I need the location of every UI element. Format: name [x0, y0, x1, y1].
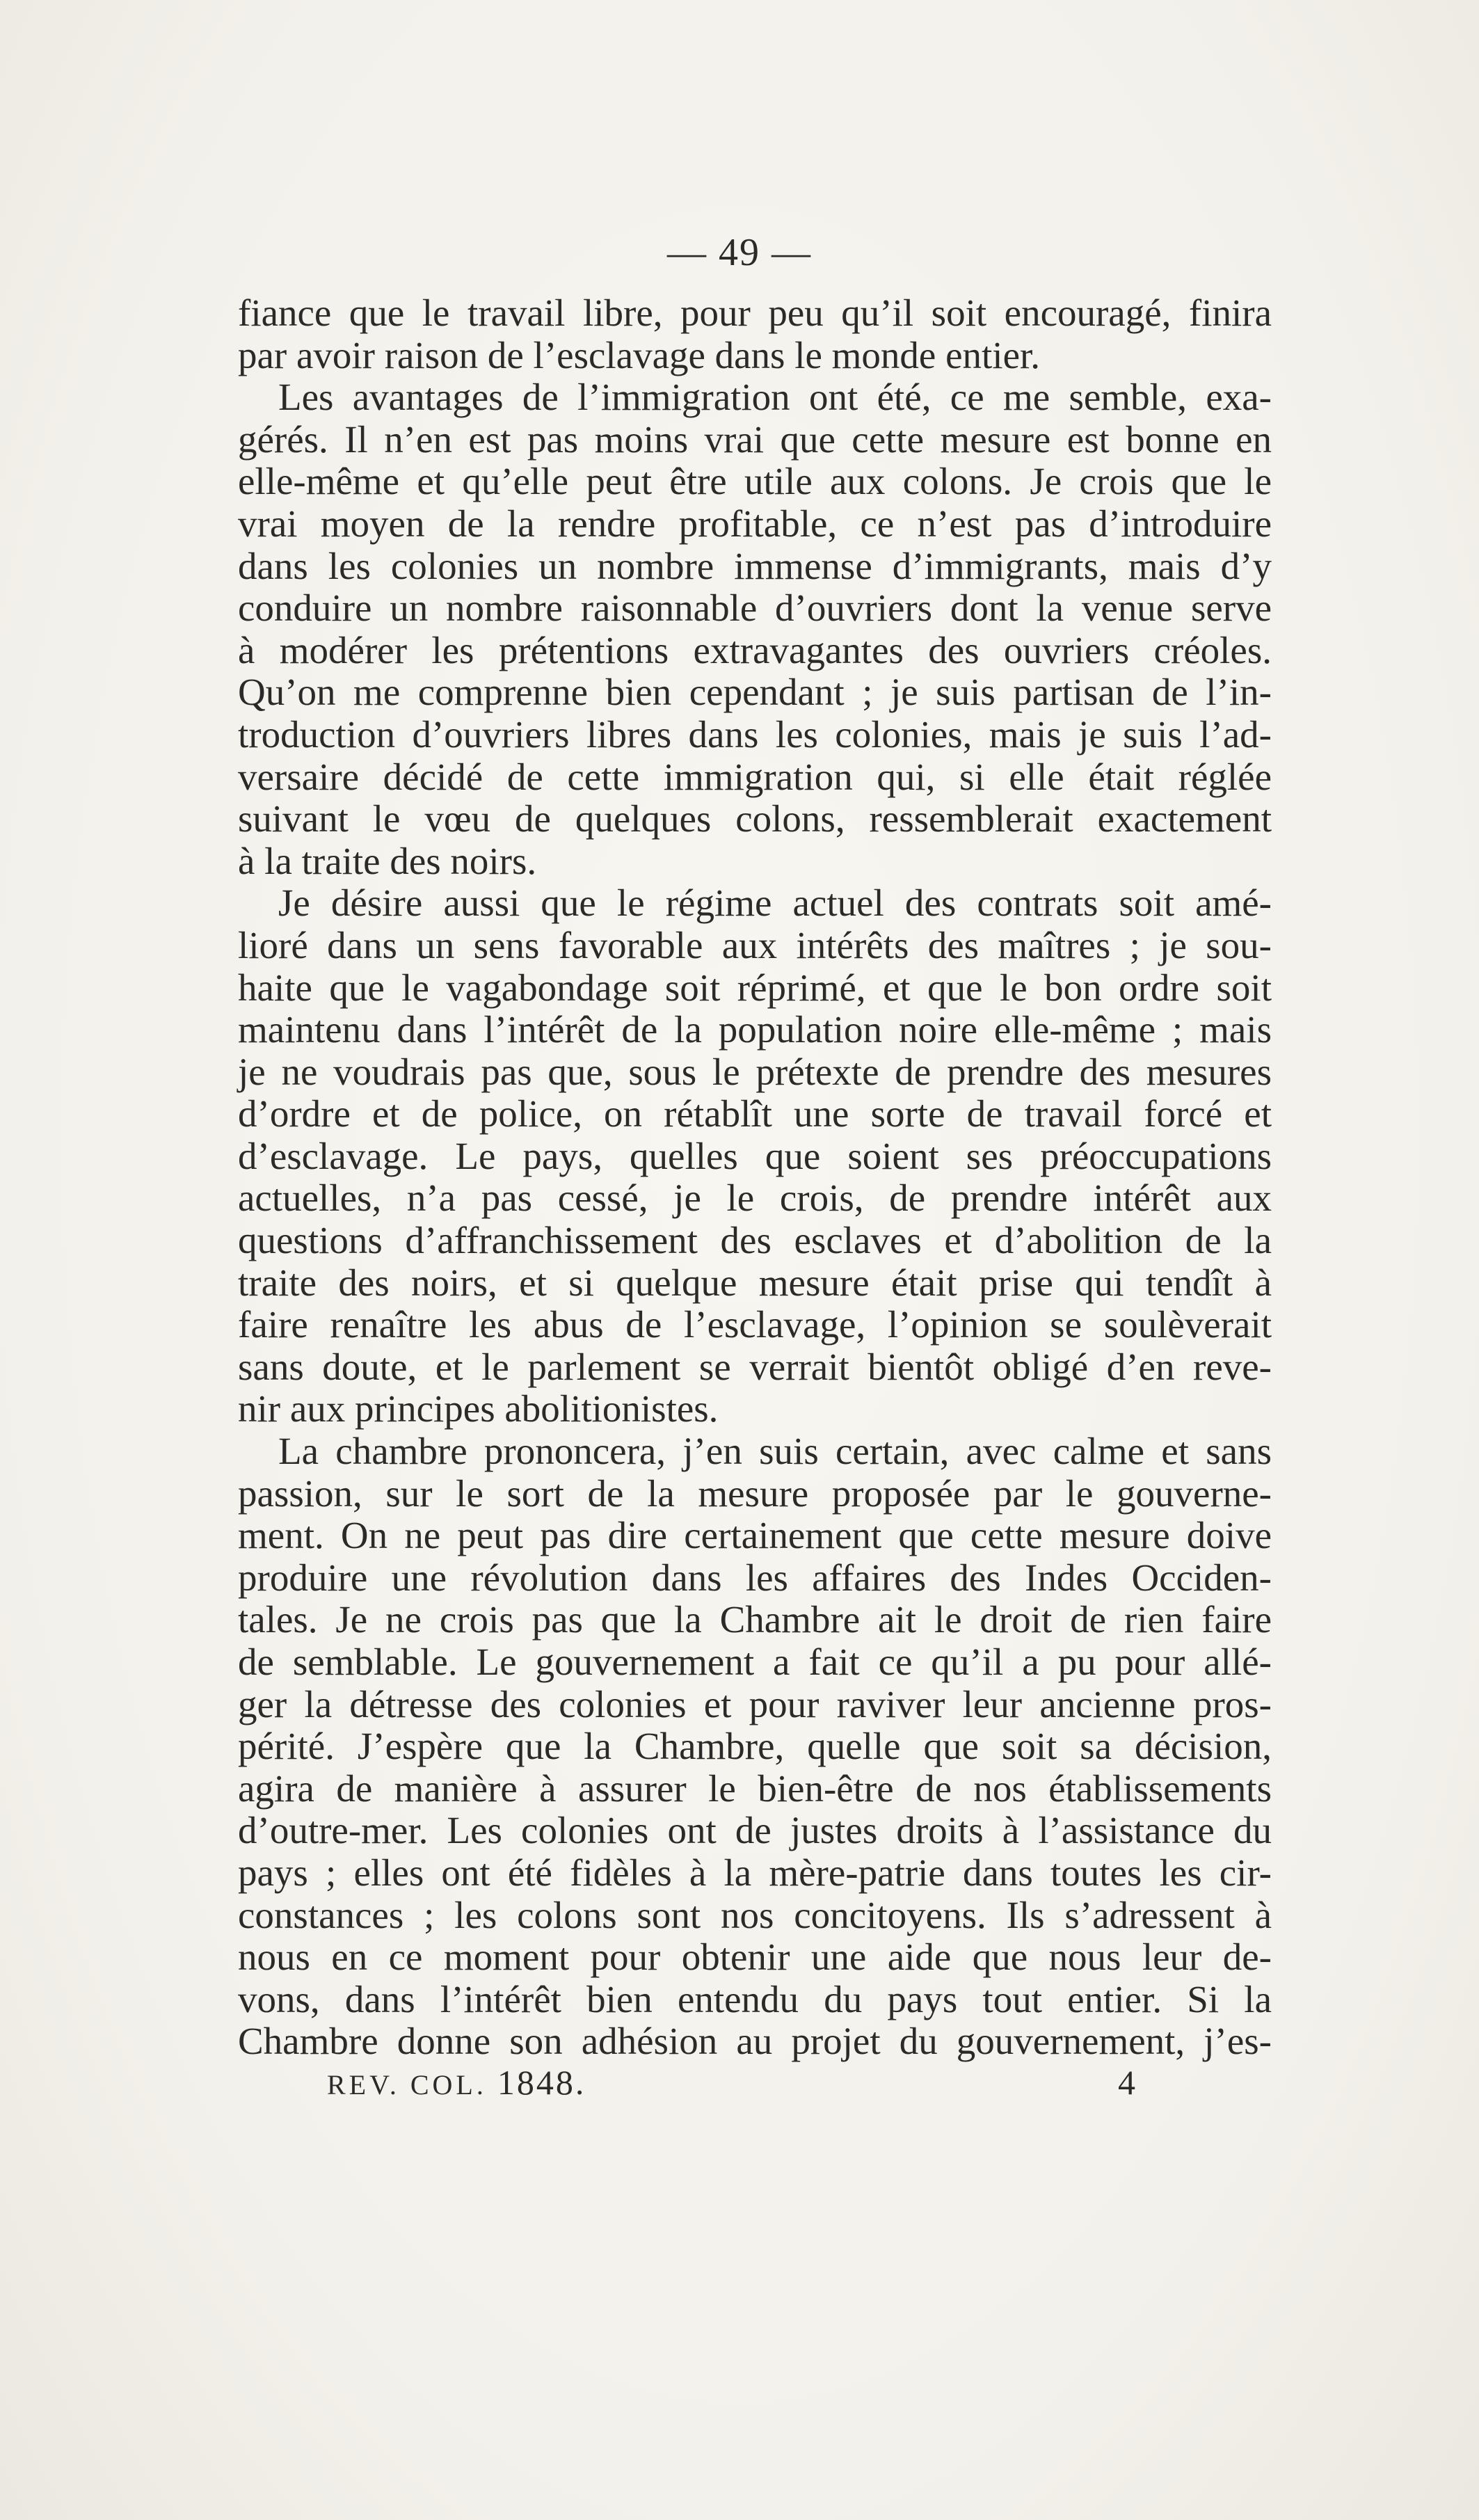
paragraph-start-line: Je désire aussi que le régime actuel des contrats soit amé- [278, 882, 1272, 925]
text-line: à modérer les prétentions extravagantes des ouvriers créoles. [238, 628, 1272, 671]
text-line: lioré dans un sens favorable aux intérêts des maîtres ; je sou- [238, 923, 1272, 966]
page-number: — 49 — [667, 231, 812, 274]
paragraph-start-line: Les avantages de l’immigration ont été, ce me semble, exa- [278, 376, 1272, 419]
body-text [238, 292, 1272, 2063]
text-line: je ne voudrais pas que, sous le prétexte de prendre des mesures [238, 1050, 1272, 1093]
text-line: vons, dans l’intérêt bien entendu du pays tout entier. Si la [238, 1977, 1272, 2020]
text-line: Qu’on me comprenne bien cependant ; je suis partisan de l’in- [238, 671, 1272, 714]
text-line: ger la détresse des colonies et pour raviver leur ancienne pros- [238, 1682, 1272, 1725]
text-line: agira de manière à assurer le bien-être de nos établissements [238, 1767, 1272, 1810]
text-line: maintenu dans l’intérêt de la population noire elle-même ; mais [238, 1008, 1272, 1051]
signature-abbrev: REV [327, 2069, 390, 2100]
text-line: haite que le vagabondage soit réprimé, et que le bon ordre soit [238, 966, 1272, 1009]
text-line: d’ordre et de police, on rétablît une sorte de travail forcé et [238, 1092, 1272, 1135]
text-line: dans les colonies un nombre immense d’immigrants, mais d’y [238, 544, 1272, 587]
text-line: de semblable. Le gouvernement a fait ce qu’il a pu pour allé- [238, 1641, 1272, 1683]
text-line: traite des noirs, et si quelque mesure était prise qui tendît à [238, 1261, 1272, 1304]
text-line: pays ; elles ont été fidèles à la mère-patrie dans toutes les cir- [238, 1851, 1272, 1894]
paragraph-end-line: par avoir raison de l’esclavage dans le monde entier. [238, 333, 1041, 376]
text-line: actuelles, n’a pas cessé, je le crois, de prendre intérêt aux [238, 1177, 1272, 1220]
text-line: ment. On ne peut pas dire certainement que cette mesure doive [238, 1514, 1272, 1557]
text-line: sans doute, et le parlement se verrait bientôt obligé d’en reve- [238, 1345, 1272, 1388]
page-footer [327, 2059, 1162, 2105]
text-line: Chambre donne son adhésion au projet du gouvernement, j’es- [238, 2020, 1272, 2063]
text-line: faire renaître les abus de l’esclavage, l’opinion se soulèverait [238, 1303, 1272, 1346]
text-line: gérés. Il n’en est pas moins vrai que cette mesure est bonne en [238, 417, 1272, 461]
paragraph-start-line: La chambre prononcera, j’en suis certain, avec calme et sans [278, 1430, 1272, 1473]
text-line: d’outre-mer. Les colonies ont de justes droits à l’assistance du [238, 1809, 1272, 1852]
text-line: produire une révolution dans les affaires des Indes Occiden- [238, 1556, 1272, 1599]
text-line: passion, sur le sort de la mesure proposée par le gouverne- [238, 1472, 1272, 1515]
text-line: questions d’affranchissement des esclaves et d’abolition de la [238, 1219, 1272, 1262]
text-line: nous en ce moment pour obtenir une aide que nous leur de- [238, 1936, 1272, 1979]
text-line: conduire un nombre raisonnable d’ouvriers dont la venue serve [238, 587, 1272, 630]
signature-year: 1848. [497, 2063, 586, 2102]
gathering-number: 4 [1118, 2063, 1135, 2102]
text-line: tales. Je ne crois pas que la Chambre ait le droit de rien faire [238, 1598, 1272, 1641]
text-line: constances ; les colons sont nos concitoyens. Ils s’adressent à [238, 1893, 1272, 1936]
text-line: vrai moyen de la rendre profitable, ce n’est pas d’introduire [238, 502, 1272, 545]
text-line: d’esclavage. Le pays, quelles que soient ses préoccupations [238, 1134, 1272, 1177]
text-line: périté. J’espère que la Chambre, quelle que soit sa décision, [238, 1725, 1272, 1768]
text-line: fiance que le travail libre, pour peu qu’il soit encouragé, finira [238, 292, 1272, 334]
paragraph-end-line: à la traite des noirs. [238, 839, 537, 882]
text-line: troduction d’ouvriers libres dans les colonies, mais je suis l’ad- [238, 712, 1272, 756]
text-line: suivant le vœu de quelques colons, ressemblerait exactement [238, 797, 1272, 840]
text-line: versaire décidé de cette immigration qui, si elle était réglée [238, 755, 1272, 798]
text-line: elle-même et qu’elle peut être utile aux colons. Je crois que le [238, 460, 1272, 503]
paragraph-end-line: nir aux principes abolitionistes. [238, 1387, 719, 1430]
signature-abbrev: COL [410, 2069, 477, 2100]
signature-mark: REV. COL. 1848. [327, 2063, 586, 2102]
